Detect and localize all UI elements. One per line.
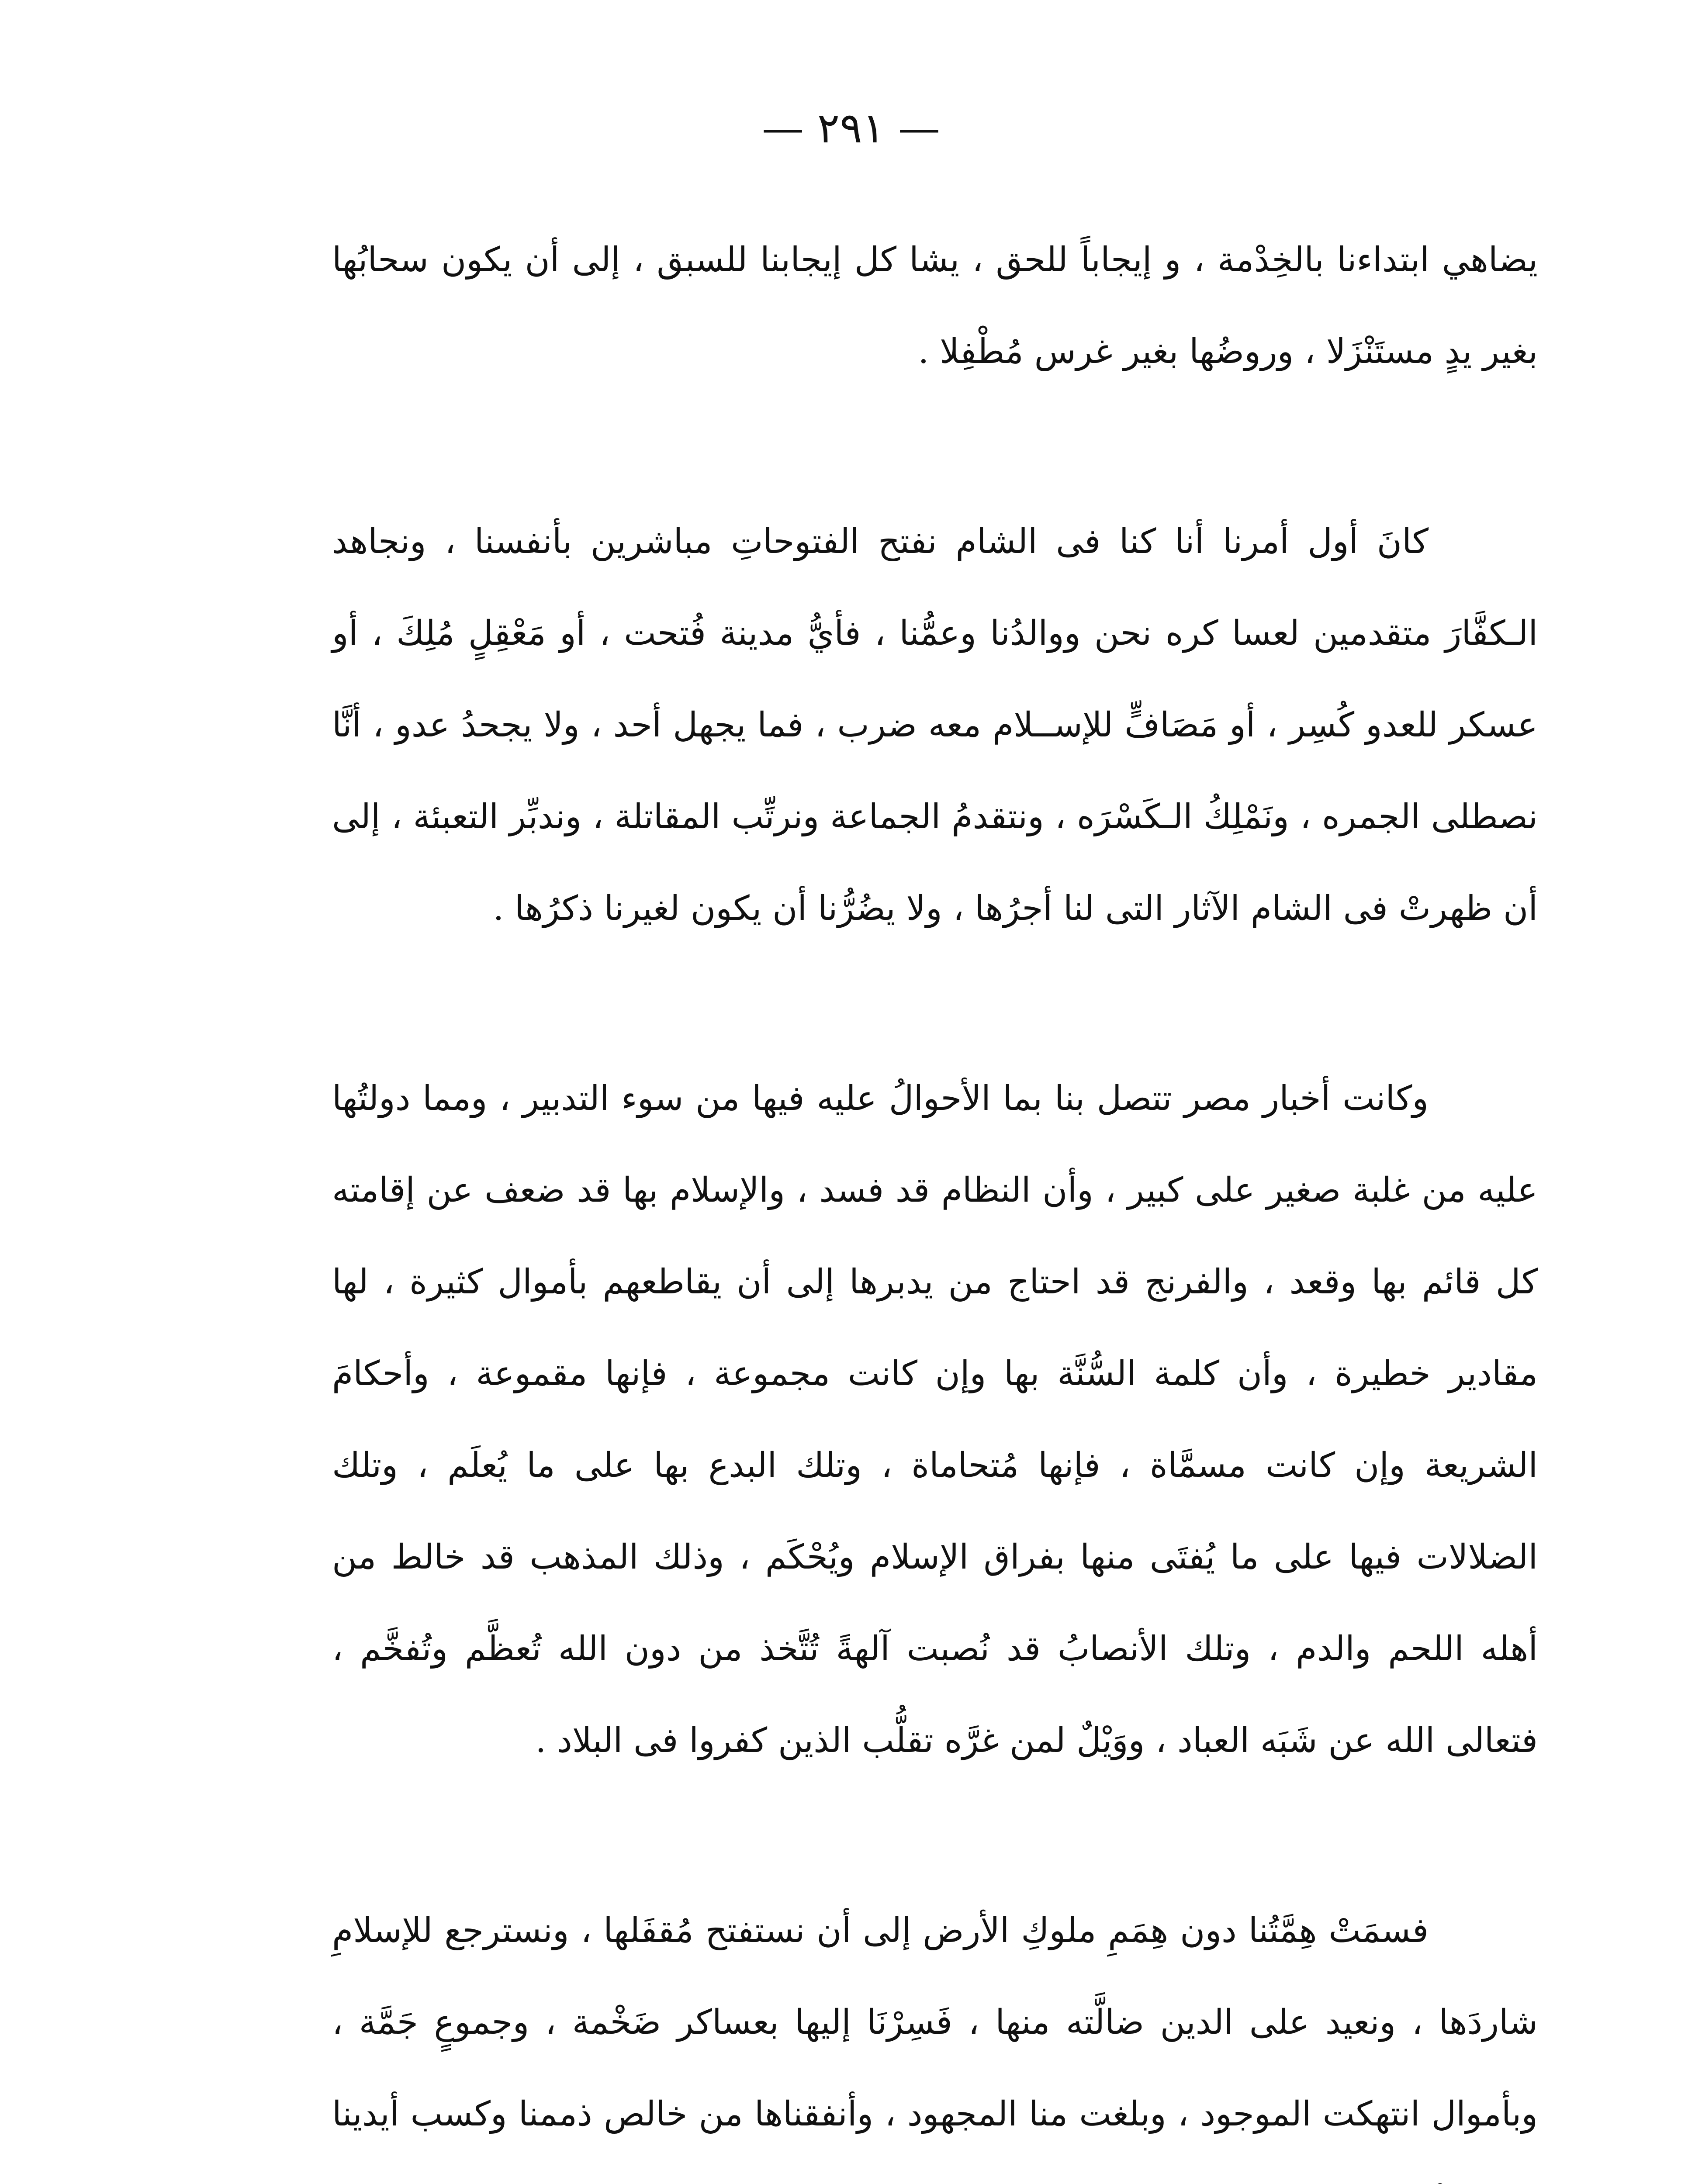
paragraph-2: كانَ أول أمرنا أنا كنا فى الشام نفتح الفتوحاتِ مباشرين بأنفسنا ، ونجاهد الـكفَّارَ متقدمين لعسا كره نحن ووالدُنا وعمُّنا ، فأيُّ مدينة فُتحت ، أو مَعْقِلٍ مُلِكَ ، أو عسكر للعدو كُسِر ، أو مَصَافٍّ للإســلام معه ضرب ، فما يجهل أحد ، ولا يجحدُ عدو ، أنَّا نصطلى الجمره ، ونَمْلِكُ الـكَسْرَه ، ونتقدمُ الجماعة ونرتِّب المقاتلة ، وندبِّر التعبئة ، إلى أن ظهرتْ فى الشام الآثار التى لنا أجرُها ، ولا يضُرُّنا أن يكون لغيرنا ذكرُها . <box>332 522 1538 928</box>
page-number: — ٢٩١ — <box>762 104 940 152</box>
paragraph-3: وكانت أخبار مصر تتصل بنا بما الأحوالُ عليه فيها من سوء التدبير ، ومما دولتُها عليه من غلبة صغير على كبير ، وأن النظام قد فسد ، والإسلام بها قد ضعف عن إقامته كل قائم بها وقعد ، والفرنج قد احتاج من يدبرها إلى أن يقاطعهم بأموال كثيرة ، لها مقادير خطيرة ، وأن كلمة السُّنَّة بها وإن كانت مجموعة ، فإنها مقموعة ، وأحكامَ الشريعة وإن كانت مسمَّاة ، فإنها مُتحاماة ، وتلك البدع بها على ما يُعلَم ، وتلك الضلالات فيها على ما يُفتَى منها بفراق الإسلام ويُحْكَم ، وذلك المذهب قد خالط من أهله اللحم والدم ، وتلك الأنصابُ قد نُصبت آلهةً تُتَّخذ من دون الله تُعظَّم وتُفخَّم ، فتعالى الله عن شَبَه العباد ، ووَيْلٌ لمن غرَّه تقلُّب الذين كفروا فى البلاد . <box>332 1079 1538 1760</box>
paragraph-4: فسمَتْ هِمَّتُنا دون هِمَمِ ملوكِ الأرض إلى أن نستفتح مُقفَلها ، ونسترجع للإسلامِ شاردَها ، ونعيد على الدين ضالَّته منها ، فَسِرْنَا إليها بعساكر ضَخْمة ، وجموعٍ جَمَّة ، وبأموال انتهكت الموجود ، وبلغت منا المجهود ، وأنفقناها من خالص ذممنا وكسب أيدينا <box>332 1911 1538 2134</box>
paragraph-1: يضاهي ابتداءنا بالخِدْمة ، و إيجاباً للحق ، يشا كل إيجابنا للسبق ، إلى أن يكون سحابُها بغير يدٍ مستَنْزَلا ، وروضُها بغير غرس مُطْفِلا . <box>332 240 1538 371</box>
body-text <box>332 214 1538 2184</box>
